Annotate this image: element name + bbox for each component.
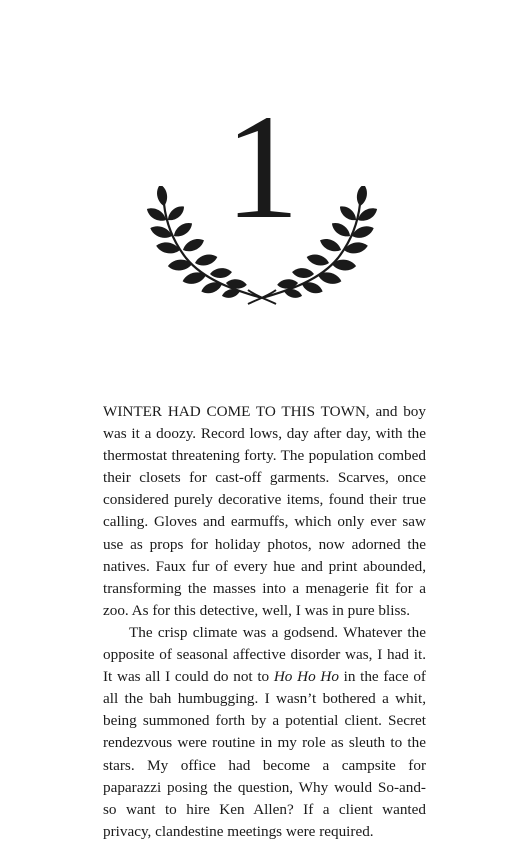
laurel-left-branch (145, 186, 262, 300)
paragraph-2-italic-phrase: Ho Ho Ho (273, 668, 339, 686)
paragraph-2-text-after: in the face of all the bah humbugging. I wasn’t bothered a whit, being summoned forth by a potential client. Secret rendezvous were routine in my role as sleuth to the stars. My office had become a campsite for paparazzi posing the question, Why would So-and-so want to hire Ken Allen? If a client wanted privacy, clandestine meetings were required. (103, 668, 426, 840)
paragraph-lead-in: WINTER HAD COME TO THIS TOWN, (103, 403, 370, 420)
laurel-right-branch (262, 186, 379, 300)
laurel-wreath-ornament (142, 186, 382, 306)
paragraph-2-text-before: The crisp climate was a godsend. Whatever the opposite of seasonal affective disorder was, I had it. It was all I could do not to (103, 623, 426, 686)
chapter-number: 1 (224, 84, 300, 250)
paragraph-1 (103, 401, 426, 622)
chapter-body-text (103, 401, 426, 843)
paragraph-1-text: and boy was it a doozy. Record lows, day after day, with the thermostat threatening forty. The population combed their closets for cast-off garments. Scarves, once considered purely decorative items, found their true calling. Gloves and earmuffs, which only ever saw use as props for holiday photos, now adorned the natives. Faux fur of every hue and print abounded, transforming the masses into a menagerie fit for a zoo. As for this detective, well, I was in pure bliss. (103, 403, 426, 619)
